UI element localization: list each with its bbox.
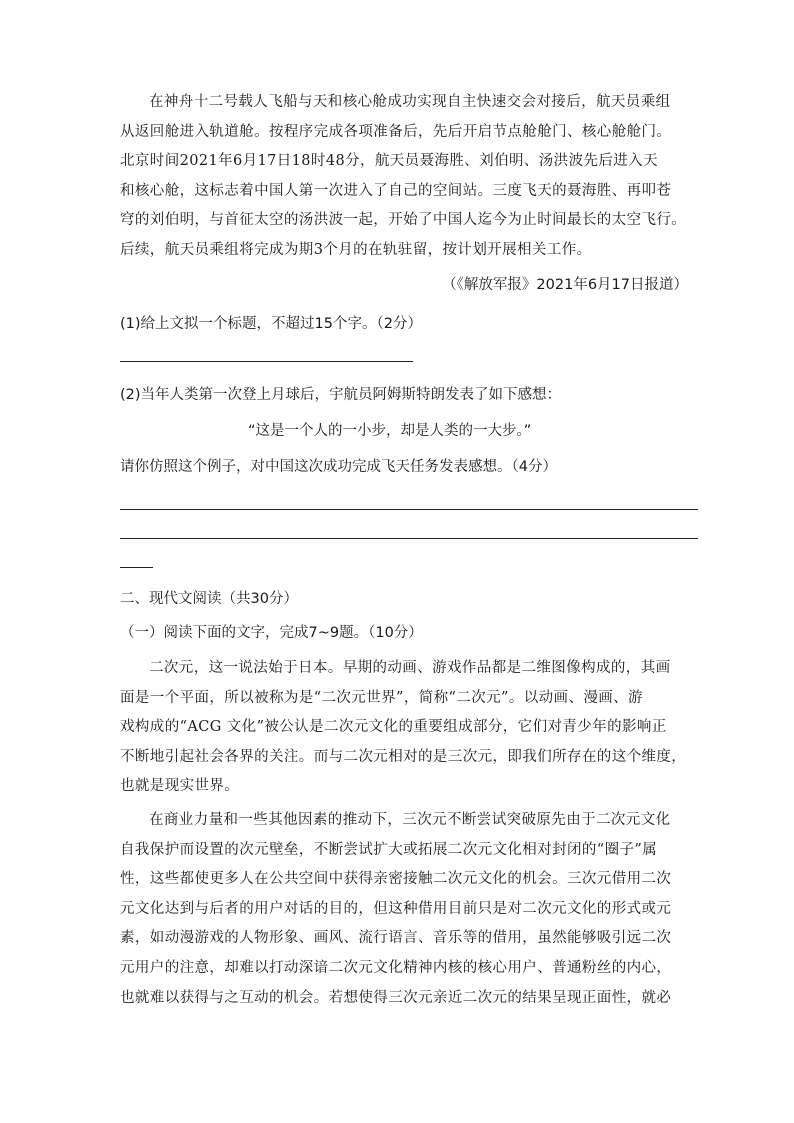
answer-blank-2-line-2[interactable]	[120, 538, 698, 539]
text-line: 不断地引起社会各界的关注。而与二次元相对的是三次元，即我们所存在的这个维度，	[120, 748, 687, 765]
reading-paragraph-2	[120, 806, 680, 1013]
famous-quote: “这是一个人的一小步，却是人类的一大步。”	[248, 423, 532, 439]
text-line: 元文化达到与后者的用户对话的目的，但这种借用目前只是对二次元文化的形式或元	[120, 900, 672, 917]
text-line: 元用户的注意，却难以打动深谙二次元文化精神内核的核心用户、普通粉丝的内心，	[120, 959, 672, 976]
text-line: 和核心舱，这标志着中国人第一次进入了自己的空间站。三度飞天的聂海胜、再叩苍	[120, 182, 672, 199]
text-line: 穹的刘伯明，与首征太空的汤洪波一起，开始了中国人迄今为止时间最长的太空飞行。	[120, 212, 687, 229]
text-line: 素，如动漫游戏的人物形象、画风、流行语言、音乐等的借用，虽然能够吸引远二次	[120, 930, 672, 947]
answer-blank-2-line-1[interactable]	[120, 509, 698, 510]
text-line: 在商业力量和一些其他因素的推动下，三次元不断尝试突破原先由于二次元文化	[149, 812, 671, 828]
text-line: 北京时间2021年6月17日18时48分，航天员聂海胜、刘伯明、汤洪波先后进入天	[120, 153, 658, 170]
answer-blank-2-line-3[interactable]	[120, 567, 153, 568]
text-line: 也就是现实世界。	[120, 778, 240, 795]
reading-paragraph-1	[120, 654, 687, 802]
text-line: 戏构成的“ACG 文化”被公认是二次元文化的重要组成部分，它们对青少年的影响正	[120, 719, 667, 736]
news-source: （《解放军报》2021年6月17日报道）	[442, 277, 688, 293]
section-heading: 二、现代文阅读（共30分）	[120, 591, 298, 607]
text-line: 面是一个平面，所以被称为是“二次元世界”，简称“二次元”。以动画、漫画、游	[120, 689, 643, 706]
text-line: 自我保护而设置的次元壁垒，不断尝试扩大或拓展二次元文化相对封闭的“圈子”属	[120, 841, 658, 858]
question-2: (2)当年人类第一次登上月球后，宇航员阿姆斯特朗发表了如下感想：	[120, 387, 562, 403]
news-passage	[120, 88, 687, 266]
text-line: 在神舟十二号载人飞船与天和核心舱成功实现自主快速交会对接后，航天员乘组	[149, 94, 671, 110]
question-1: (1)给上文拟一个标题，不超过15个字。（2分）	[120, 316, 422, 332]
text-line: 二次元，这一说法始于日本。早期的动画、游戏作品都是二维图像构成的，其画	[149, 660, 671, 676]
answer-blank-1[interactable]	[120, 361, 413, 362]
question-2-instruction: 请你仿照这个例子，对中国这次成功完成飞天任务发表感想。（4分）	[120, 459, 557, 475]
text-line: 性，这些都使更多人在公共空间中获得亲密接触二次元文化的机会。三次元借用二次	[120, 871, 672, 888]
subsection-heading: （一）阅读下面的文字，完成7~9题。（10分）	[120, 625, 423, 641]
text-line: 后续，航天员乘组将完成为期3个月的在轨驻留，按计划开展相关工作。	[120, 241, 592, 258]
text-line: 也就难以获得与之互动的机会。若想使得三次元亲近二次元的结果呈现正面性，就必	[120, 989, 672, 1006]
text-line: 从返回舱进入轨道舱。按程序完成各项准备后，先后开启节点舱舱门、核心舱舱门。	[120, 123, 672, 140]
